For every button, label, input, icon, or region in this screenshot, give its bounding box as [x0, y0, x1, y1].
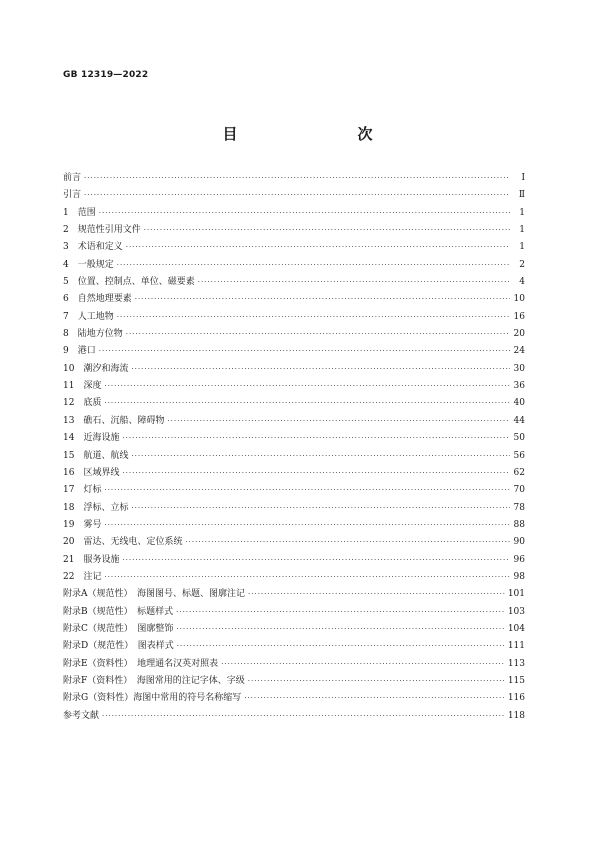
toc-entry-label: 17 灯标 — [63, 485, 102, 496]
toc-entry-label: 附录C（规范性） 图廓整饰 — [63, 623, 174, 634]
toc-entry-label: 附录G（资料性）海图中常用的符号名称缩写 — [63, 693, 242, 704]
toc-entry-page: 4 — [519, 277, 525, 288]
toc-entry-page: 36 — [513, 381, 525, 392]
toc-entry[interactable] — [63, 621, 525, 638]
toc-leader-dots — [122, 434, 510, 442]
toc-entry[interactable] — [63, 690, 525, 707]
toc-entry-label: 14 近海设施 — [63, 433, 120, 444]
toc-entry-label: 10 潮汐和海流 — [63, 363, 129, 374]
toc-entry-label: 18 浮标、立标 — [63, 502, 129, 513]
toc-entry[interactable] — [63, 708, 525, 725]
toc-entry-label: 8 陆地方位物 — [63, 329, 123, 340]
toc-entry[interactable] — [63, 239, 525, 256]
toc-leader-dots — [104, 521, 510, 529]
toc-entry-page: 118 — [507, 710, 525, 721]
toc-entry-page: 78 — [513, 502, 525, 513]
toc-entry[interactable] — [63, 552, 525, 569]
toc-leader-dots — [167, 417, 510, 425]
toc-leader-dots — [126, 243, 510, 251]
toc-entry-page: 1 — [519, 207, 525, 218]
toc-entry-page: 111 — [507, 641, 525, 652]
toc-entry-page: 24 — [513, 346, 525, 357]
toc-leader-dots — [248, 677, 505, 685]
toc-entry-label: 20 雷达、无线电、定位系统 — [63, 537, 183, 548]
toc-entry[interactable] — [63, 291, 525, 308]
toc-entry-label: 3 术语和定义 — [63, 242, 123, 253]
toc-leader-dots — [102, 712, 505, 720]
toc-entry-page: 115 — [507, 675, 525, 686]
toc-entry-page: Ⅰ — [521, 173, 525, 183]
toc-entry-page: 44 — [513, 415, 525, 426]
toc-leader-dots — [117, 313, 510, 321]
toc-leader-dots — [99, 209, 510, 217]
toc-entry-label: 参考文献 — [63, 710, 100, 721]
toc-entry-label: 4 一般规定 — [63, 259, 114, 270]
toc-entry-page: 90 — [513, 537, 525, 548]
toc-entry[interactable] — [63, 205, 525, 222]
toc-leader-dots — [135, 295, 510, 303]
toc-entry[interactable] — [63, 517, 525, 534]
toc-entry-label: 引言 — [63, 190, 82, 201]
toc-entry[interactable] — [63, 170, 525, 187]
toc-entry-page: 101 — [507, 589, 525, 600]
toc-entry[interactable] — [63, 656, 525, 673]
toc-leader-dots — [185, 538, 510, 546]
toc-entry[interactable] — [63, 482, 525, 499]
toc-entry[interactable] — [63, 378, 525, 395]
toc-leader-dots — [144, 226, 510, 234]
toc-entry-page: 1 — [519, 242, 525, 253]
toc-entry-label: 9 港口 — [63, 346, 96, 357]
toc-entry[interactable] — [63, 448, 525, 465]
toc-leader-dots — [122, 469, 510, 477]
toc-entry-page: 104 — [507, 623, 525, 634]
toc-leader-dots — [176, 608, 505, 616]
toc-entry-page: 30 — [513, 363, 525, 374]
toc-entry[interactable] — [63, 430, 525, 447]
toc-leader-dots — [122, 556, 510, 564]
toc-entry-page: 50 — [513, 433, 525, 444]
toc-entry-label: 5 位置、控制点、单位、磁要素 — [63, 277, 195, 288]
toc-leader-dots — [131, 452, 510, 460]
toc-entry[interactable] — [63, 465, 525, 482]
toc-leader-dots — [104, 486, 510, 494]
toc-entry-label: 2 规范性引用文件 — [63, 225, 141, 236]
toc-entry-label: 附录A（规范性） 海图图号、标题、图廓注记 — [63, 589, 246, 600]
toc-entry-label: 15 航道、航线 — [63, 450, 129, 461]
toc-entry-page: 70 — [513, 485, 525, 496]
toc-entry-page: 62 — [513, 467, 525, 478]
toc-entry-page: 103 — [507, 606, 525, 617]
toc-entry-page: 116 — [507, 693, 525, 704]
toc-leader-dots — [117, 261, 510, 269]
toc-entry-page: 113 — [507, 658, 525, 669]
toc-entry[interactable] — [63, 604, 525, 621]
toc-entry-page: 1 — [519, 225, 525, 236]
toc-entry-label: 21 服务设施 — [63, 554, 120, 565]
toc-leader-dots — [104, 399, 510, 407]
toc-leader-dots — [198, 278, 510, 286]
toc-entry-label: 附录E（资料性） 地理通名汉英对照表 — [63, 658, 219, 669]
toc-entry-page: 56 — [513, 450, 525, 461]
toc-entry-page: Ⅱ — [518, 190, 525, 201]
toc-entry[interactable] — [63, 343, 525, 360]
toc-leader-dots — [84, 191, 510, 199]
toc-entry-label: 附录F（资料性） 海图常用的注记字体、字级 — [63, 675, 245, 686]
toc-entry-label: 13 礁石、沉船、障碍物 — [63, 415, 165, 426]
toc-entry[interactable] — [63, 257, 525, 274]
toc-leader-dots — [131, 504, 510, 512]
toc-entry-page: 20 — [513, 329, 525, 340]
toc-entry-label: 11 深度 — [63, 381, 102, 392]
toc-entry[interactable] — [63, 569, 525, 586]
table-of-contents — [63, 170, 525, 725]
toc-entry[interactable] — [63, 500, 525, 517]
toc-leader-dots — [84, 174, 510, 182]
toc-leader-dots — [131, 365, 510, 373]
toc-entry-page: 2 — [519, 259, 525, 270]
toc-entry-page: 10 — [513, 294, 525, 305]
toc-entry[interactable] — [63, 187, 525, 204]
toc-entry-page: 98 — [513, 571, 525, 582]
toc-entry-page: 16 — [513, 311, 525, 322]
toc-entry[interactable] — [63, 274, 525, 291]
toc-entry[interactable] — [63, 586, 525, 603]
toc-entry-label: 附录D（规范性） 图表样式 — [63, 641, 174, 652]
toc-entry[interactable] — [63, 638, 525, 655]
toc-entry-label: 1 范围 — [63, 207, 96, 218]
toc-entry-label: 7 人工地物 — [63, 311, 114, 322]
toc-leader-dots — [176, 625, 504, 633]
toc-entry-label: 19 雾号 — [63, 519, 102, 530]
toc-entry-label: 前言 — [63, 173, 82, 183]
toc-entry[interactable] — [63, 534, 525, 551]
toc-leader-dots — [248, 590, 505, 598]
toc-leader-dots — [104, 573, 510, 581]
toc-leader-dots — [104, 382, 510, 390]
standard-code: GB 12319—2022 — [63, 70, 149, 80]
toc-entry-label: 16 区域界线 — [63, 467, 120, 478]
toc-entry-label: 22 注记 — [63, 571, 102, 582]
toc-entry-label: 6 自然地理要素 — [63, 294, 132, 305]
toc-entry-page: 88 — [513, 519, 525, 530]
toc-leader-dots — [177, 642, 505, 650]
toc-leader-dots — [244, 694, 505, 702]
toc-entry-label: 12 底质 — [63, 398, 102, 409]
toc-entry[interactable] — [63, 673, 525, 690]
toc-entry-page: 40 — [513, 398, 525, 409]
toc-entry[interactable] — [63, 361, 525, 378]
toc-leader-dots — [126, 330, 510, 338]
toc-leader-dots — [221, 660, 505, 668]
page-title: 目 次 — [222, 125, 403, 143]
toc-entry-page: 96 — [513, 554, 525, 565]
toc-leader-dots — [99, 347, 510, 355]
toc-entry[interactable] — [63, 309, 525, 326]
toc-entry[interactable] — [63, 413, 525, 430]
toc-entry[interactable] — [63, 326, 525, 343]
toc-entry-label: 附录B（规范性） 标题样式 — [63, 606, 174, 617]
toc-entry[interactable] — [63, 395, 525, 412]
toc-entry[interactable] — [63, 222, 525, 239]
